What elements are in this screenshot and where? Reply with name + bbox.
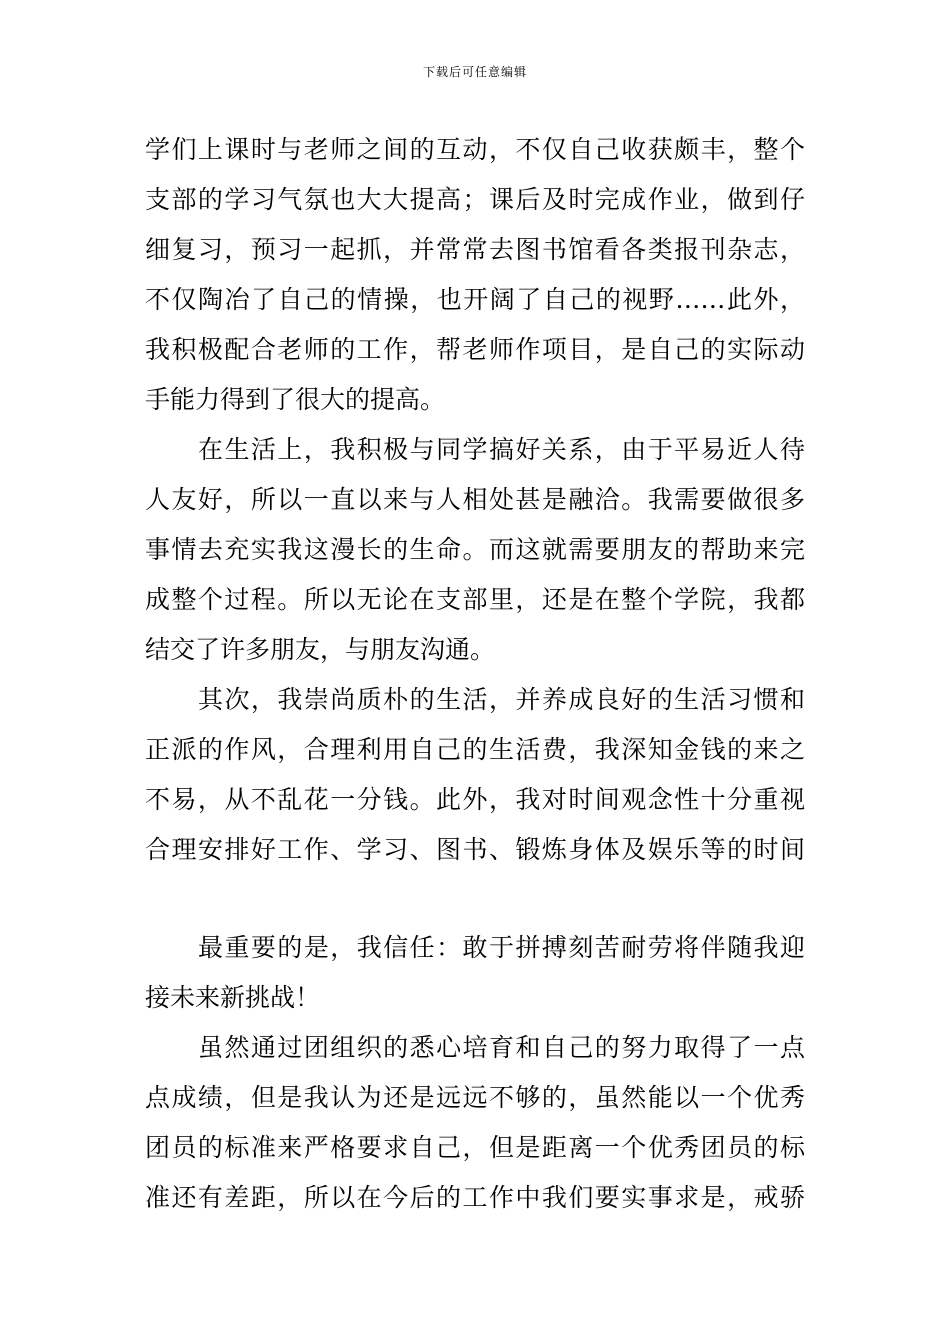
text-line: 细复习，预习一起抓，并常常去图书馆看各类报刊杂志， bbox=[145, 235, 805, 264]
text-line: 不仅陶冶了自己的情操，也开阔了自己的视野……此外， bbox=[145, 285, 805, 314]
text-line: 在生活上，我积极与同学搞好关系，由于平易近人待 bbox=[198, 435, 805, 464]
text-line: 最重要的是，我信任：敢于拼搏刻苦耐劳将伴随我迎 bbox=[198, 933, 805, 962]
text-line: 成整个过程。所以无论在支部里，还是在整个学院，我都 bbox=[145, 585, 805, 614]
text-line: 手能力得到了很大的提高。 bbox=[145, 385, 446, 414]
text-line: 准还有差距，所以在今后的工作中我们要实事求是，戒骄 bbox=[145, 1183, 805, 1212]
text-line: 接未来新挑战！ bbox=[145, 983, 321, 1012]
text-line: 我积极配合老师的工作，帮老师作项目，是自己的实际动 bbox=[145, 335, 805, 364]
text-line: 事情去充实我这漫长的生命。而这就需要朋友的帮助来完 bbox=[145, 535, 805, 564]
text-line: 点成绩，但是我认为还是远远不够的，虽然能以一个优秀 bbox=[145, 1083, 805, 1112]
text-line: 人友好，所以一直以来与人相处甚是融洽。我需要做很多 bbox=[145, 485, 805, 514]
text-line: 其次，我崇尚质朴的生活，并养成良好的生活习惯和 bbox=[198, 685, 805, 714]
text-line: 学们上课时与老师之间的互动，不仅自己收获颇丰，整个 bbox=[145, 135, 805, 164]
text-line: 虽然通过团组织的悉心培育和自己的努力取得了一点 bbox=[198, 1033, 805, 1062]
text-line: 支部的学习气氛也大大提高；课后及时完成作业，做到仔 bbox=[145, 185, 805, 214]
text-line: 结交了许多朋友，与朋友沟通。 bbox=[145, 635, 496, 664]
text-line: 不易，从不乱花一分钱。此外，我对时间观念性十分重视 bbox=[145, 785, 805, 814]
text-line: 合理安排好工作、学习、图书、锻炼身体及娱乐等的时间 bbox=[145, 835, 805, 864]
text-line: 正派的作风，合理利用自己的生活费，我深知金钱的来之 bbox=[145, 735, 805, 764]
page-header: 下载后可任意编辑 bbox=[422, 65, 527, 79]
text-line: 团员的标准来严格要求自己，但是距离一个优秀团员的标 bbox=[145, 1133, 805, 1162]
